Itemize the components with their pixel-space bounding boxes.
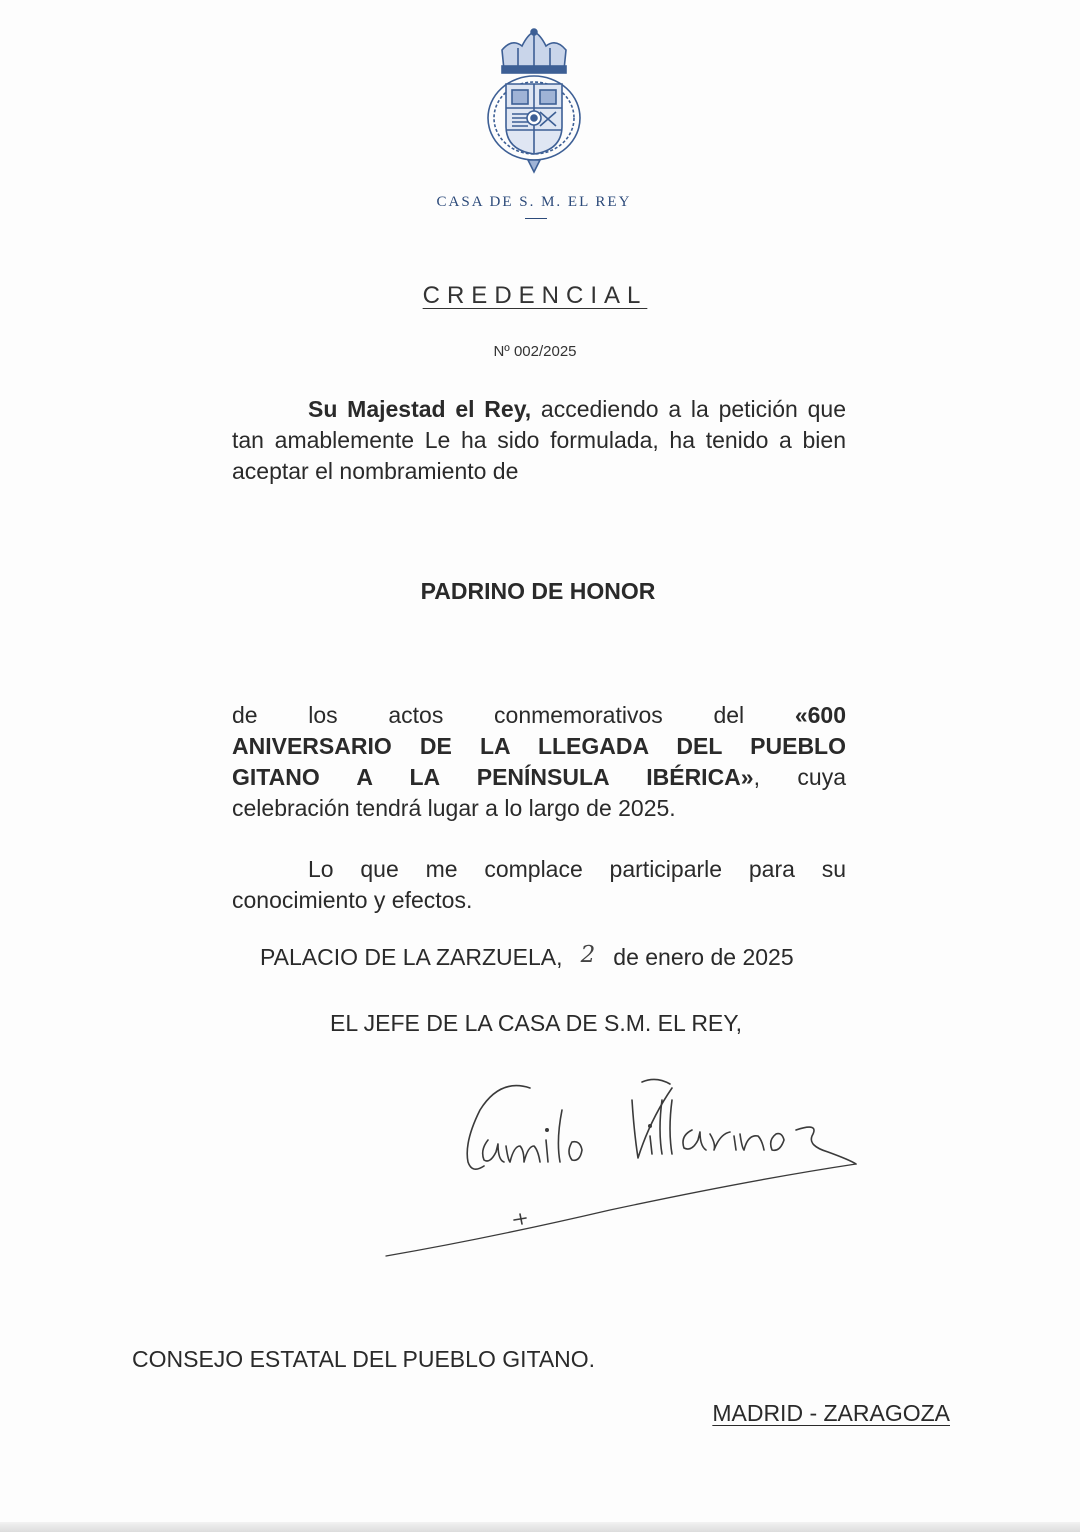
intro-bold-text: Su Majestad el Rey, xyxy=(308,396,532,422)
letterhead-divider xyxy=(525,218,547,219)
place-text: PALACIO DE LA ZARZUELA, xyxy=(260,944,563,970)
event-line-2-bold: ANIVERSARIO DE LA LLEGADA DEL PUEBLO xyxy=(232,733,846,759)
house-name: CASA DE S. M. EL REY xyxy=(436,194,632,210)
event-line-3-text: , cuya xyxy=(753,764,846,790)
honor-title: PADRINO DE HONOR xyxy=(420,578,656,604)
signature-image xyxy=(380,1070,870,1260)
signer-title: EL JEFE DE LA CASA DE S.M. EL REY, xyxy=(330,1010,743,1036)
event-line-3-bold: GITANO A LA PENÍNSULA IBÉRICA» xyxy=(232,764,754,790)
event-line-2 xyxy=(232,731,846,762)
document-number: Nº 002/2025 xyxy=(493,343,577,360)
event-line-4: celebración tendrá lugar a lo largo de 2025. xyxy=(232,795,676,821)
addressee-location: MADRID - ZARAGOZA xyxy=(712,1400,950,1426)
document-title-text: CREDENCIAL xyxy=(422,282,648,309)
date-text: de enero de 2025 xyxy=(613,944,794,970)
royal-crest-icon xyxy=(482,28,586,174)
paragraph-intro xyxy=(232,394,846,487)
intro-text: accediendo a la petición que tan amablemente Le ha sido formulada, ha tenido a bien aceptar el nombramiento de xyxy=(232,396,846,484)
document-title xyxy=(300,282,770,310)
event-line-3 xyxy=(232,762,846,793)
event-line-1-bold: «600 xyxy=(794,702,846,728)
handwritten-day: 2 xyxy=(580,942,596,968)
event-line-1 xyxy=(232,700,846,731)
scan-edge xyxy=(0,1522,1080,1532)
paragraph-event xyxy=(232,700,846,824)
place-date xyxy=(260,944,794,971)
event-line-1-text: de los actos conmemorativos del xyxy=(232,702,795,728)
addressee-name: CONSEJO ESTATAL DEL PUEBLO GITANO. xyxy=(132,1346,596,1372)
paragraph-closing: Lo que me complace participarle para su conocimiento y efectos. xyxy=(232,856,846,913)
